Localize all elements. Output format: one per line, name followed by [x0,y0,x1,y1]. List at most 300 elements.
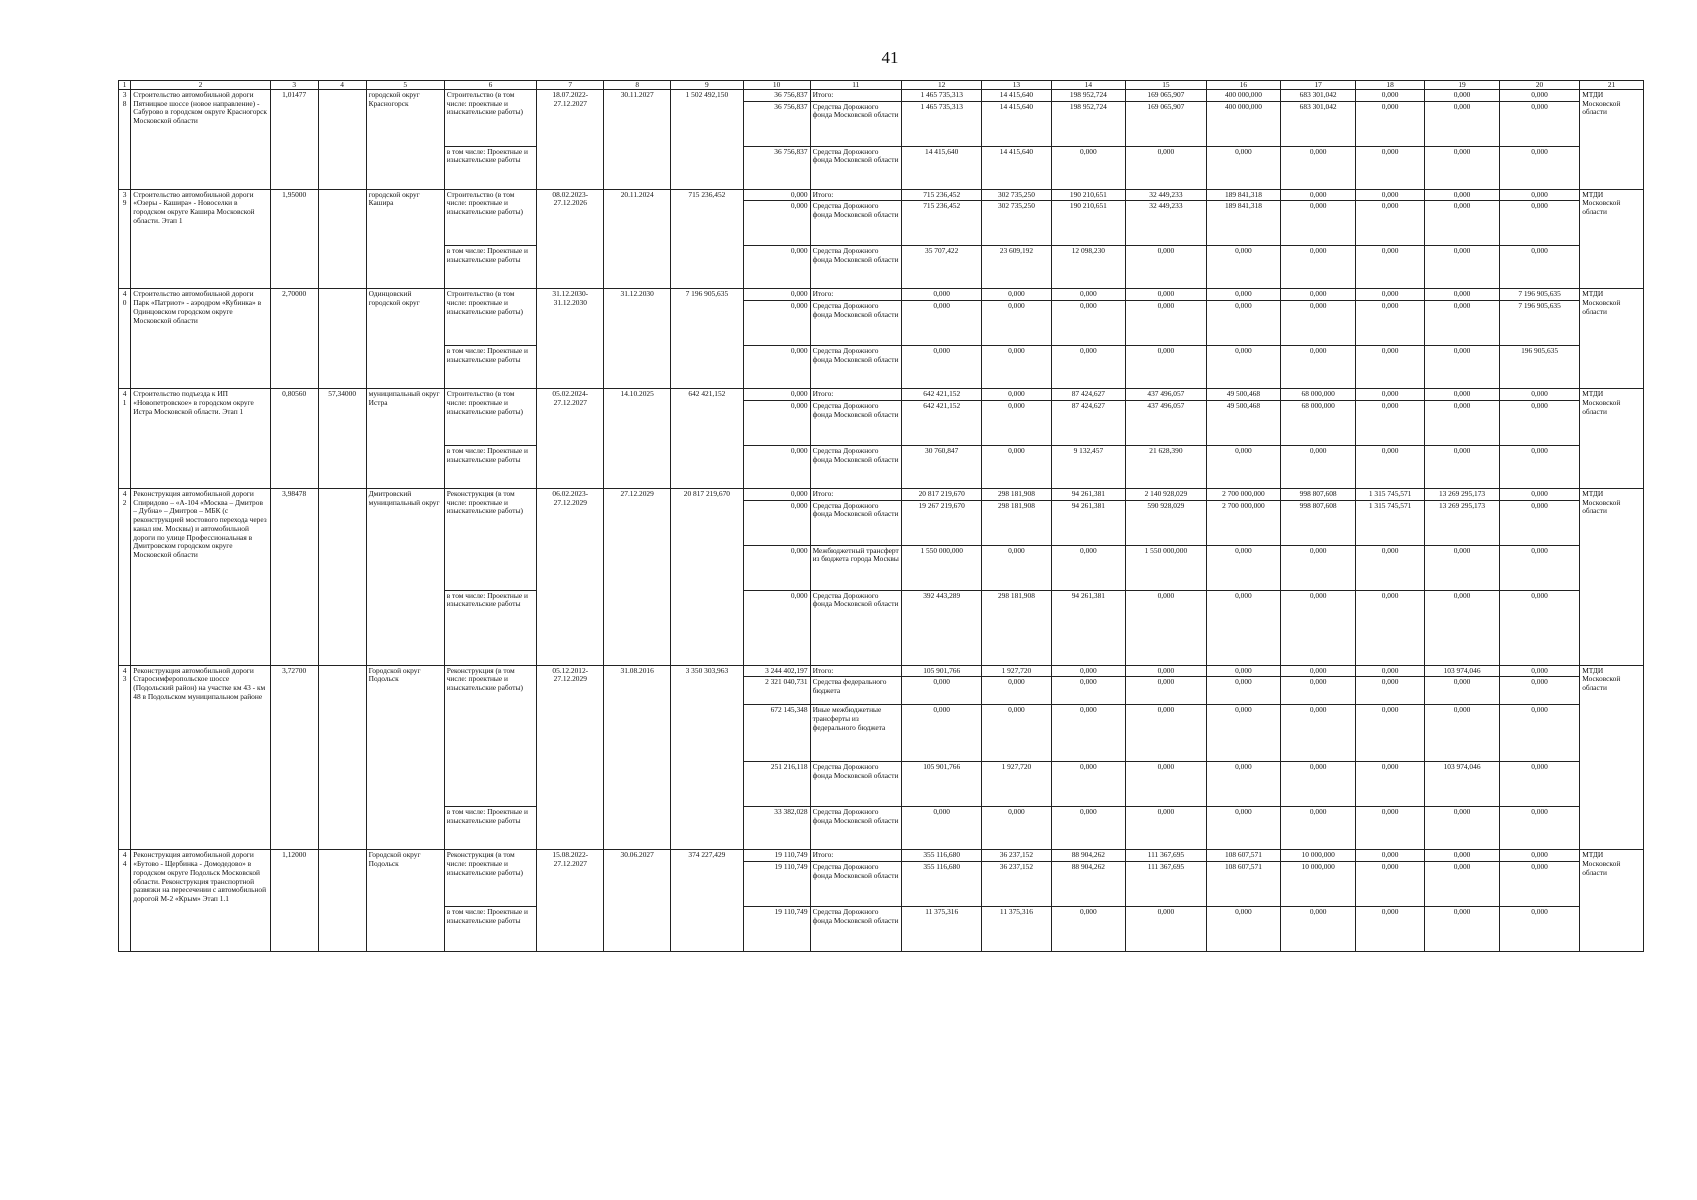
funding-source: Межбюджетный трансферт из бюджета города Москвы [810,545,901,590]
year-amount: 0,000 [1499,445,1579,488]
funding-source: Средства Дорожного фонда Московской области [810,346,901,389]
work-type-included: в том числе: Проектные и изыскательские работы [444,445,537,488]
year-amount: 94 261,381 [1051,500,1126,545]
column-number: 2 [131,81,270,90]
work-type-included: в том числе: Проектные и изыскательские работы [444,907,537,952]
year-amount: 21 628,390 [1126,445,1206,488]
year-amount: 0,000 [1051,289,1126,301]
customer: МТДИ Московской области [1580,90,1644,190]
table-row [119,488,1644,500]
year-amount: 0,000 [1499,500,1579,545]
project-name: Строительство автомобильной дороги Парк «Патриот» - аэродром «Кубинка» в Одинцовском городском округе Московской области [131,289,270,389]
length-value: 3,98478 [270,488,318,665]
municipality: городской округ Красногорск [366,90,444,190]
year-amount: 111 367,695 [1126,862,1206,907]
work-dates: 08.02.2023-27.12.2026 [537,189,604,289]
work-dates: 05.02.2024-27.12.2027 [537,389,604,489]
funding-source: Итого: [810,850,901,862]
customer: МТДИ Московской области [1580,289,1644,389]
year-amount: 105 901,766 [902,665,982,677]
funding-source: Средства Дорожного фонда Московской области [810,762,901,807]
year-amount: 0,000 [1499,665,1579,677]
year-amount: 590 928,029 [1126,500,1206,545]
project-name: Реконструкция автомобильной дороги Спиридово – «А-104 «Москва – Дмитров – Дубна» – Дмитров – МБК (с реконструкцией мостового перехода через канал им. Москвы) и автомобильной дороги по улице Профессиональная в Дмитровском городском округе Московской области [131,488,270,665]
year-amount: 0,000 [1356,807,1425,850]
column-number: 6 [444,81,537,90]
year-amount: 0,000 [1499,488,1579,500]
year-amount: 0,000 [1126,301,1206,346]
municipality: Одинцовский городской округ [366,289,444,389]
table-row [119,90,1644,102]
year-amount: 0,000 [1206,705,1281,762]
year-amount: 30 760,847 [902,445,982,488]
project-name: Строительство подъезда к ИП «Новопетровское» в городском округе Истра Московской области. Этап 1 [131,389,270,489]
year-amount: 0,000 [1126,907,1206,952]
year-amount: 0,000 [1356,677,1425,705]
year-amount: 14 415,640 [982,90,1051,102]
year-amount: 0,000 [902,289,982,301]
year-amount: 32 449,233 [1126,201,1206,246]
financed-before: 2 321 040,731 [743,677,810,705]
year-amount: 49 500,468 [1206,400,1281,445]
year-amount: 10 000,000 [1281,850,1356,862]
year-amount: 13 269 295,173 [1425,500,1500,545]
year-amount: 0,000 [1356,400,1425,445]
year-amount: 642 421,152 [902,389,982,401]
year-amount: 0,000 [1425,862,1500,907]
finish-date: 31.12.2030 [604,289,671,389]
year-amount: 0,000 [1499,201,1579,246]
year-amount: 0,000 [1356,389,1425,401]
year-amount: 0,000 [1206,762,1281,807]
year-amount: 0,000 [1126,346,1206,389]
funding-source: Иные межбюджетные трансферты из федерального бюджета [810,705,901,762]
year-amount: 0,000 [1425,201,1500,246]
year-amount: 189 841,318 [1206,189,1281,201]
year-amount: 0,000 [1126,807,1206,850]
page-number: 41 [881,48,899,67]
year-amount: 88 904,262 [1051,850,1126,862]
year-amount: 12 098,230 [1051,246,1126,289]
year-amount: 0,000 [982,545,1051,590]
year-amount: 0,000 [1356,705,1425,762]
work-type-included: в том числе: Проектные и изыскательские работы [444,146,537,189]
row-number: 44 [119,850,131,952]
year-amount: 0,000 [1126,762,1206,807]
year-amount: 0,000 [1499,850,1579,862]
funding-source: Итого: [810,90,901,102]
year-amount: 0,000 [1499,545,1579,590]
year-amount: 0,000 [1051,807,1126,850]
year-amount: 0,000 [982,677,1051,705]
year-amount: 68 000,000 [1281,400,1356,445]
year-amount: 0,000 [1281,289,1356,301]
funding-source: Средства Дорожного фонда Московской области [810,146,901,189]
year-amount: 0,000 [1499,677,1579,705]
year-amount: 87 424,627 [1051,400,1126,445]
year-amount: 32 449,233 [1126,189,1206,201]
table-row [119,289,1644,301]
table-row [119,189,1644,201]
year-amount: 1 465 735,313 [902,90,982,102]
year-amount: 14 415,640 [902,146,982,189]
year-amount: 0,000 [1051,705,1126,762]
funding-source: Средства Дорожного фонда Московской области [810,862,901,907]
funding-source: Средства Дорожного фонда Московской области [810,101,901,146]
year-amount: 0,000 [1281,201,1356,246]
year-amount: 0,000 [1206,146,1281,189]
table-body [119,81,1644,952]
year-amount: 0,000 [1281,346,1356,389]
column-number: 14 [1051,81,1126,90]
year-amount: 0,000 [1281,807,1356,850]
year-amount: 0,000 [1499,400,1579,445]
funding-source: Итого: [810,289,901,301]
year-amount: 715 236,452 [902,201,982,246]
project-name: Реконструкция автомобильной дороги Старосимферопольское шоссе (Подольский район) на участке км 43 - км 48 в Подольском муниципальном районе [131,665,270,850]
year-amount: 94 261,381 [1051,488,1126,500]
year-amount: 0,000 [982,445,1051,488]
funding-source: Итого: [810,665,901,677]
year-amount: 0,000 [1425,677,1500,705]
total-cost: 715 236,452 [671,189,744,289]
year-amount: 0,000 [1281,189,1356,201]
year-amount: 196 905,635 [1499,346,1579,389]
area-value [318,189,366,289]
year-amount: 0,000 [1425,346,1500,389]
year-amount: 0,000 [982,705,1051,762]
year-amount: 190 210,651 [1051,201,1126,246]
row-number: 38 [119,90,131,190]
year-amount: 0,000 [1281,246,1356,289]
financed-before: 33 382,028 [743,807,810,850]
year-amount: 0,000 [1356,246,1425,289]
area-value [318,289,366,389]
row-number: 43 [119,665,131,850]
year-amount: 400 000,000 [1206,101,1281,146]
year-amount: 998 807,608 [1281,488,1356,500]
year-amount: 298 181,908 [982,590,1051,665]
year-amount: 0,000 [1281,590,1356,665]
year-amount: 298 181,908 [982,488,1051,500]
column-number: 11 [810,81,901,90]
year-amount: 0,000 [1051,762,1126,807]
year-amount: 0,000 [1356,665,1425,677]
total-cost: 3 350 303,963 [671,665,744,850]
year-amount: 7 196 905,635 [1499,289,1579,301]
year-amount: 0,000 [1425,705,1500,762]
column-number: 12 [902,81,982,90]
year-amount: 0,000 [1356,101,1425,146]
funding-source: Итого: [810,389,901,401]
year-amount: 437 496,057 [1126,400,1206,445]
municipality: городской округ Кашира [366,189,444,289]
year-amount: 1 315 745,571 [1356,488,1425,500]
year-amount: 103 974,046 [1425,762,1500,807]
work-dates: 18.07.2022-27.12.2027 [537,90,604,190]
year-amount: 35 707,422 [902,246,982,289]
year-amount: 0,000 [902,346,982,389]
finish-date: 30.06.2027 [604,850,671,952]
funding-source: Средства Дорожного фонда Московской области [810,201,901,246]
year-amount: 108 607,571 [1206,862,1281,907]
year-amount: 642 421,152 [902,400,982,445]
year-amount: 0,000 [1281,146,1356,189]
year-amount: 0,000 [1126,590,1206,665]
funding-source: Средства Дорожного фонда Московской области [810,907,901,952]
financed-before: 3 244 402,197 [743,665,810,677]
work-type: Строительство (в том числе: проектные и изыскательские работы) [444,189,537,246]
year-amount: 1 927,720 [982,762,1051,807]
year-amount: 105 901,766 [902,762,982,807]
financed-before: 0,000 [743,488,810,500]
work-type-included: в том числе: Проектные и изыскательские работы [444,590,537,665]
financed-before: 0,000 [743,590,810,665]
year-amount: 198 952,724 [1051,101,1126,146]
year-amount: 0,000 [1356,545,1425,590]
year-amount: 0,000 [1126,289,1206,301]
municipality: Городской округ Подольск [366,850,444,952]
table-row [119,850,1644,862]
financed-before: 36 756,837 [743,101,810,146]
year-amount: 0,000 [1425,101,1500,146]
year-amount: 0,000 [1356,862,1425,907]
year-amount: 11 375,316 [902,907,982,952]
year-amount: 0,000 [1356,445,1425,488]
year-amount: 0,000 [1206,545,1281,590]
year-amount: 0,000 [1499,101,1579,146]
year-amount: 0,000 [1425,246,1500,289]
year-amount: 0,000 [1425,301,1500,346]
year-amount: 2 700 000,000 [1206,500,1281,545]
work-type-included: в том числе: Проектные и изыскательские работы [444,246,537,289]
year-amount: 0,000 [902,301,982,346]
length-value: 1,95000 [270,189,318,289]
year-amount: 0,000 [982,400,1051,445]
year-amount: 715 236,452 [902,189,982,201]
year-amount: 0,000 [1499,807,1579,850]
column-number: 18 [1356,81,1425,90]
work-dates: 15.08.2022-27.12.2027 [537,850,604,952]
year-amount: 0,000 [1281,301,1356,346]
year-amount: 0,000 [1425,590,1500,665]
financed-before: 19 110,749 [743,862,810,907]
year-amount: 10 000,000 [1281,862,1356,907]
column-number: 9 [671,81,744,90]
work-type: Строительство (в том числе: проектные и изыскательские работы) [444,289,537,346]
area-value [318,850,366,952]
year-amount: 683 301,042 [1281,101,1356,146]
year-amount: 108 607,571 [1206,850,1281,862]
total-cost: 1 502 492,150 [671,90,744,190]
year-amount: 88 904,262 [1051,862,1126,907]
customer: МТДИ Московской области [1580,665,1644,850]
year-amount: 2 140 928,029 [1126,488,1206,500]
project-name: Реконструкция автомобильной дороги «Бутово - Щербинка - Домодедово» в городском округе Подольск Московской области. Реконструкция транспортной развязки на пересечении с автомобильной дорогой М-2 «Крым» Этап 1.1 [131,850,270,952]
financed-before: 0,000 [743,500,810,545]
work-type: Строительство (в том числе: проектные и изыскательские работы) [444,389,537,446]
work-type: Реконструкция (в том числе: проектные и изыскательские работы) [444,488,537,590]
customer: МТДИ Московской области [1580,389,1644,489]
column-number: 16 [1206,81,1281,90]
year-amount: 0,000 [1051,545,1126,590]
financed-before: 0,000 [743,400,810,445]
year-amount: 94 261,381 [1051,590,1126,665]
year-amount: 14 415,640 [982,101,1051,146]
financed-before: 19 110,749 [743,850,810,862]
year-amount: 1 465 735,313 [902,101,982,146]
year-amount: 0,000 [1126,246,1206,289]
year-amount: 189 841,318 [1206,201,1281,246]
customer: МТДИ Московской области [1580,850,1644,952]
year-amount: 0,000 [1425,90,1500,102]
row-number: 40 [119,289,131,389]
year-amount: 302 735,250 [982,189,1051,201]
work-type: Реконструкция (в том числе: проектные и изыскательские работы) [444,665,537,807]
year-amount: 1 550 000,000 [1126,545,1206,590]
year-amount: 0,000 [1356,289,1425,301]
finish-date: 30.11.2027 [604,90,671,190]
year-amount: 355 116,680 [902,850,982,862]
funding-source: Итого: [810,488,901,500]
year-amount: 68 000,000 [1281,389,1356,401]
customer: МТДИ Московской области [1580,189,1644,289]
funding-source: Средства Дорожного фонда Московской области [810,500,901,545]
program-table [118,80,1644,952]
year-amount: 23 609,192 [982,246,1051,289]
year-amount: 190 210,651 [1051,189,1126,201]
year-amount: 0,000 [1425,389,1500,401]
year-amount: 1 927,720 [982,665,1051,677]
column-number: 20 [1499,81,1579,90]
year-amount: 0,000 [1281,762,1356,807]
financed-before: 36 756,837 [743,146,810,189]
column-number: 3 [270,81,318,90]
total-cost: 20 817 219,670 [671,488,744,665]
funding-source: Средства Дорожного фонда Московской области [810,807,901,850]
year-amount: 998 807,608 [1281,500,1356,545]
length-value: 1,12000 [270,850,318,952]
year-amount: 36 237,152 [982,850,1051,862]
year-amount: 0,000 [1126,705,1206,762]
area-value [318,90,366,190]
year-amount: 0,000 [1499,246,1579,289]
column-number: 5 [366,81,444,90]
year-amount: 0,000 [1051,346,1126,389]
column-number: 8 [604,81,671,90]
column-number: 15 [1126,81,1206,90]
year-amount: 19 267 219,670 [902,500,982,545]
year-amount: 0,000 [1206,907,1281,952]
financed-before: 0,000 [743,389,810,401]
year-amount: 0,000 [1499,762,1579,807]
year-amount: 111 367,695 [1126,850,1206,862]
year-amount: 0,000 [902,677,982,705]
year-amount: 0,000 [1425,850,1500,862]
year-amount: 1 315 745,571 [1356,500,1425,545]
year-amount: 0,000 [1051,146,1126,189]
financed-before: 0,000 [743,201,810,246]
year-amount: 0,000 [1051,665,1126,677]
table-row [119,665,1644,677]
work-type-included: в том числе: Проектные и изыскательские работы [444,807,537,850]
length-value: 0,80560 [270,389,318,489]
year-amount: 392 443,289 [902,590,982,665]
year-amount: 0,000 [1356,301,1425,346]
year-amount: 87 424,627 [1051,389,1126,401]
column-number: 10 [743,81,810,90]
year-amount: 0,000 [1356,189,1425,201]
year-amount: 355 116,680 [902,862,982,907]
year-amount: 0,000 [1356,346,1425,389]
year-amount: 0,000 [1425,807,1500,850]
year-amount: 0,000 [1356,850,1425,862]
column-number: 7 [537,81,604,90]
year-amount: 0,000 [982,807,1051,850]
length-value: 2,70000 [270,289,318,389]
year-amount: 0,000 [1499,189,1579,201]
table-row [119,389,1644,401]
funding-source: Итого: [810,189,901,201]
total-cost: 7 196 905,635 [671,289,744,389]
year-amount: 437 496,057 [1126,389,1206,401]
year-amount: 0,000 [1356,90,1425,102]
year-amount: 0,000 [1356,146,1425,189]
project-name: Строительство автомобильной дороги «Озеры - Кашира» - Новоселки в городском округе Кашира Московской области. Этап 1 [131,189,270,289]
year-amount: 0,000 [1206,301,1281,346]
year-amount: 0,000 [1206,445,1281,488]
year-amount: 0,000 [1206,246,1281,289]
year-amount: 298 181,908 [982,500,1051,545]
finish-date: 27.12.2029 [604,488,671,665]
year-amount: 0,000 [1281,545,1356,590]
year-amount: 0,000 [1499,705,1579,762]
financed-before: 0,000 [743,289,810,301]
municipality: Дмитровский муниципальный округ [366,488,444,665]
finish-date: 20.11.2024 [604,189,671,289]
year-amount: 0,000 [1126,146,1206,189]
financed-before: 0,000 [743,445,810,488]
column-number: 17 [1281,81,1356,90]
year-amount: 20 817 219,670 [902,488,982,500]
year-amount: 0,000 [902,705,982,762]
year-amount: 0,000 [1281,677,1356,705]
year-amount: 0,000 [1425,289,1500,301]
column-number-row [119,81,1644,90]
year-amount: 49 500,468 [1206,389,1281,401]
municipality: Городской округ Подольск [366,665,444,850]
year-amount: 0,000 [982,289,1051,301]
row-number: 39 [119,189,131,289]
year-amount: 1 550 000,000 [902,545,982,590]
customer: МТДИ Московской области [1580,488,1644,665]
funding-source: Средства Дорожного фонда Московской области [810,246,901,289]
row-number: 42 [119,488,131,665]
year-amount: 683 301,042 [1281,90,1356,102]
year-amount: 0,000 [982,389,1051,401]
work-type-included: в том числе: Проектные и изыскательские работы [444,346,537,389]
funding-source: Средства Дорожного фонда Московской области [810,590,901,665]
column-number: 19 [1425,81,1500,90]
year-amount: 0,000 [1281,705,1356,762]
year-amount: 302 735,250 [982,201,1051,246]
financed-before: 0,000 [743,189,810,201]
year-amount: 198 952,724 [1051,90,1126,102]
length-value: 3,72700 [270,665,318,850]
year-amount: 11 375,316 [982,907,1051,952]
year-amount: 169 065,907 [1126,101,1206,146]
year-amount: 0,000 [1499,146,1579,189]
